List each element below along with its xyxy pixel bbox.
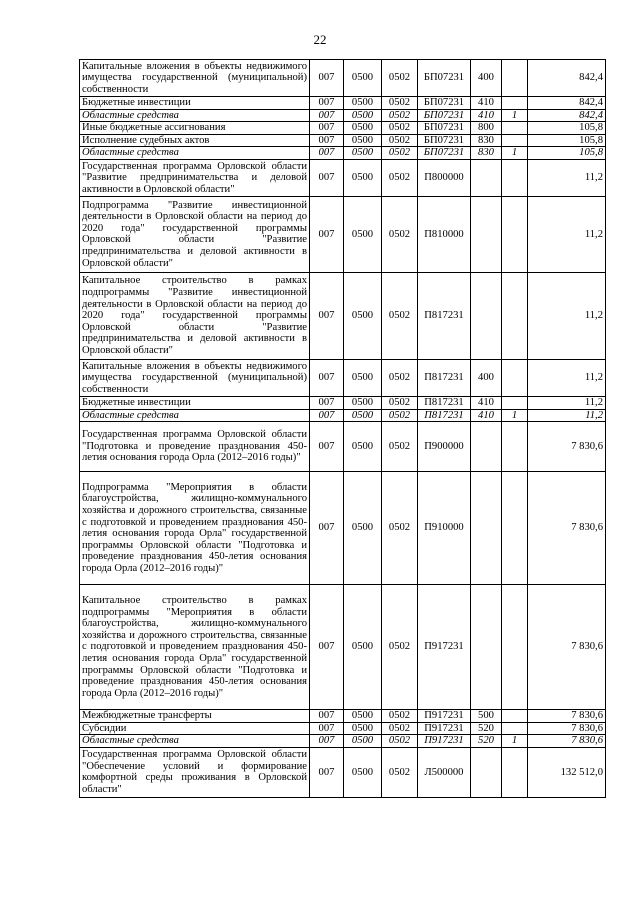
subsection-code: 0502 xyxy=(382,97,418,110)
target-article-code: БП07231 xyxy=(418,97,471,110)
row-name: Государственная программа Орловской области "Развитие предпринимательства и деловой активности в Орловской области" xyxy=(80,159,310,196)
section-code: 0500 xyxy=(344,272,382,359)
admin-code: 007 xyxy=(310,396,344,409)
funding-source-code xyxy=(502,60,528,97)
admin-code: 007 xyxy=(310,585,344,710)
admin-code: 007 xyxy=(310,710,344,723)
funding-source-code xyxy=(502,396,528,409)
target-article-code: БП07231 xyxy=(418,147,471,160)
expense-type-code: 500 xyxy=(471,710,502,723)
row-name: Государственная программа Орловской области "Обеспечение условий и формирование комфортной среды проживания в Орловской области" xyxy=(80,747,310,797)
admin-code: 007 xyxy=(310,272,344,359)
table-row xyxy=(80,422,606,472)
subsection-code: 0502 xyxy=(382,159,418,196)
subsection-code: 0502 xyxy=(382,422,418,472)
target-article-code: П817231 xyxy=(418,409,471,422)
expense-type-code xyxy=(471,585,502,710)
subsection-code: 0502 xyxy=(382,147,418,160)
admin-code: 007 xyxy=(310,97,344,110)
row-name: Областные средства xyxy=(80,735,310,748)
expense-type-code: 830 xyxy=(471,147,502,160)
table-row xyxy=(80,735,606,748)
expense-type-code: 400 xyxy=(471,359,502,396)
subsection-code: 0502 xyxy=(382,722,418,735)
subsection-code: 0502 xyxy=(382,396,418,409)
expense-type-code: 830 xyxy=(471,134,502,147)
amount: 132 512,0 xyxy=(528,747,606,797)
section-code: 0500 xyxy=(344,735,382,748)
target-article-code: БП07231 xyxy=(418,122,471,135)
funding-source-code: 1 xyxy=(502,109,528,122)
row-name: Бюджетные инвестиции xyxy=(80,97,310,110)
table-row xyxy=(80,409,606,422)
budget-table xyxy=(79,59,606,798)
admin-code: 007 xyxy=(310,722,344,735)
row-name: Подпрограмма "Мероприятия в области благоустройства, жилищно-коммунального хозяйства и дорожного строительства, связанные с подготовкой и проведением празднования 450-летия основания города Орла" государственной программы Орловской области "Подготовка и проведение празднования 450-летия основания города Орла (2012–2016 годы)" xyxy=(80,472,310,585)
target-article-code: П800000 xyxy=(418,159,471,196)
table-row xyxy=(80,359,606,396)
amount: 7 830,6 xyxy=(528,422,606,472)
expense-type-code: 520 xyxy=(471,735,502,748)
funding-source-code xyxy=(502,122,528,135)
section-code: 0500 xyxy=(344,722,382,735)
funding-source-code: 1 xyxy=(502,735,528,748)
section-code: 0500 xyxy=(344,109,382,122)
admin-code: 007 xyxy=(310,747,344,797)
table-row xyxy=(80,122,606,135)
section-code: 0500 xyxy=(344,159,382,196)
page-number: 22 xyxy=(313,32,327,47)
funding-source-code xyxy=(502,359,528,396)
target-article-code: П817231 xyxy=(418,396,471,409)
amount: 7 830,6 xyxy=(528,722,606,735)
section-code: 0500 xyxy=(344,122,382,135)
subsection-code: 0502 xyxy=(382,585,418,710)
subsection-code: 0502 xyxy=(382,60,418,97)
table-row xyxy=(80,585,606,710)
target-article-code: П917231 xyxy=(418,735,471,748)
funding-source-code xyxy=(502,134,528,147)
subsection-code: 0502 xyxy=(382,134,418,147)
row-name: Государственная программа Орловской области "Подготовка и проведение празднования 450-летия основания города Орла (2012–2016 годы)" xyxy=(80,422,310,472)
subsection-code: 0502 xyxy=(382,196,418,272)
subsection-code: 0502 xyxy=(382,359,418,396)
expense-type-code: 400 xyxy=(471,60,502,97)
subsection-code: 0502 xyxy=(382,747,418,797)
admin-code: 007 xyxy=(310,422,344,472)
amount: 11,2 xyxy=(528,396,606,409)
table-row xyxy=(80,747,606,797)
row-name: Иные бюджетные ассигнования xyxy=(80,122,310,135)
section-code: 0500 xyxy=(344,472,382,585)
funding-source-code xyxy=(502,585,528,710)
table-row xyxy=(80,97,606,110)
section-code: 0500 xyxy=(344,196,382,272)
subsection-code: 0502 xyxy=(382,109,418,122)
table-row xyxy=(80,272,606,359)
funding-source-code: 1 xyxy=(502,409,528,422)
row-name: Капитальные вложения в объекты недвижимого имущества государственной (муниципальной) собственности xyxy=(80,60,310,97)
funding-source-code xyxy=(502,196,528,272)
amount: 11,2 xyxy=(528,159,606,196)
row-name: Капитальное строительство в рамках подпрограммы "Развитие инвестиционной деятельности в Орловской области на период до 2020 года" государственной программы Орловской области "Развитие предпринимательства и деловой активности в Орловской области" xyxy=(80,272,310,359)
amount: 7 830,6 xyxy=(528,585,606,710)
amount: 105,8 xyxy=(528,134,606,147)
admin-code: 007 xyxy=(310,409,344,422)
amount: 842,4 xyxy=(528,97,606,110)
row-name: Бюджетные инвестиции xyxy=(80,396,310,409)
subsection-code: 0502 xyxy=(382,272,418,359)
expense-type-code xyxy=(471,196,502,272)
section-code: 0500 xyxy=(344,422,382,472)
amount: 11,2 xyxy=(528,196,606,272)
admin-code: 007 xyxy=(310,60,344,97)
target-article-code: П817231 xyxy=(418,359,471,396)
target-article-code: П917231 xyxy=(418,585,471,710)
section-code: 0500 xyxy=(344,585,382,710)
target-article-code: П910000 xyxy=(418,472,471,585)
expense-type-code xyxy=(471,159,502,196)
section-code: 0500 xyxy=(344,409,382,422)
admin-code: 007 xyxy=(310,134,344,147)
amount: 7 830,6 xyxy=(528,472,606,585)
target-article-code: П900000 xyxy=(418,422,471,472)
amount: 842,4 xyxy=(528,60,606,97)
target-article-code: П917231 xyxy=(418,722,471,735)
section-code: 0500 xyxy=(344,60,382,97)
table-row xyxy=(80,60,606,97)
amount: 11,2 xyxy=(528,359,606,396)
expense-type-code: 800 xyxy=(471,122,502,135)
admin-code: 007 xyxy=(310,472,344,585)
table-row xyxy=(80,109,606,122)
expense-type-code: 410 xyxy=(471,97,502,110)
row-name: Межбюджетные трансферты xyxy=(80,710,310,723)
expense-type-code xyxy=(471,422,502,472)
funding-source-code xyxy=(502,747,528,797)
section-code: 0500 xyxy=(344,396,382,409)
table-row xyxy=(80,147,606,160)
target-article-code: БП07231 xyxy=(418,60,471,97)
funding-source-code xyxy=(502,97,528,110)
funding-source-code: 1 xyxy=(502,147,528,160)
funding-source-code xyxy=(502,722,528,735)
admin-code: 007 xyxy=(310,109,344,122)
admin-code: 007 xyxy=(310,147,344,160)
target-article-code: БП07231 xyxy=(418,134,471,147)
table-body xyxy=(80,60,606,798)
amount: 842,4 xyxy=(528,109,606,122)
expense-type-code: 410 xyxy=(471,409,502,422)
amount: 7 830,6 xyxy=(528,735,606,748)
target-article-code: Л500000 xyxy=(418,747,471,797)
amount: 7 830,6 xyxy=(528,710,606,723)
expense-type-code: 410 xyxy=(471,109,502,122)
row-name: Субсидии xyxy=(80,722,310,735)
target-article-code: БП07231 xyxy=(418,109,471,122)
section-code: 0500 xyxy=(344,134,382,147)
expense-type-code xyxy=(471,272,502,359)
subsection-code: 0502 xyxy=(382,735,418,748)
row-name: Капитальные вложения в объекты недвижимого имущества государственной (муниципальной) собственности xyxy=(80,359,310,396)
table-row xyxy=(80,396,606,409)
subsection-code: 0502 xyxy=(382,409,418,422)
table-row xyxy=(80,134,606,147)
row-name: Областные средства xyxy=(80,147,310,160)
subsection-code: 0502 xyxy=(382,710,418,723)
expense-type-code: 410 xyxy=(471,396,502,409)
row-name: Исполнение судебных актов xyxy=(80,134,310,147)
expense-type-code: 520 xyxy=(471,722,502,735)
row-name: Подпрограмма "Развитие инвестиционной деятельности в Орловской области на период до 2020 года" государственной программы Орловской области "Развитие предпринимательства и деловой активности в Орловской области" xyxy=(80,196,310,272)
section-code: 0500 xyxy=(344,359,382,396)
section-code: 0500 xyxy=(344,747,382,797)
section-code: 0500 xyxy=(344,147,382,160)
table-row xyxy=(80,196,606,272)
funding-source-code xyxy=(502,710,528,723)
funding-source-code xyxy=(502,272,528,359)
expense-type-code xyxy=(471,747,502,797)
admin-code: 007 xyxy=(310,735,344,748)
row-name: Областные средства xyxy=(80,409,310,422)
target-article-code: П817231 xyxy=(418,272,471,359)
funding-source-code xyxy=(502,422,528,472)
subsection-code: 0502 xyxy=(382,472,418,585)
row-name: Капитальное строительство в рамках подпрограммы "Мероприятия в области благоустройства, жилищно-коммунального хозяйства и дорожного строительства, связанные с подготовкой и проведением празднования 450-летия основания города Орла" государственной программы Орловской области "Подготовка и проведение празднования 450-летия основания города Орла (2012–2016 годы)" xyxy=(80,585,310,710)
admin-code: 007 xyxy=(310,159,344,196)
target-article-code: П917231 xyxy=(418,710,471,723)
amount: 105,8 xyxy=(528,147,606,160)
funding-source-code xyxy=(502,159,528,196)
table-row xyxy=(80,159,606,196)
amount: 105,8 xyxy=(528,122,606,135)
admin-code: 007 xyxy=(310,122,344,135)
target-article-code: П810000 xyxy=(418,196,471,272)
admin-code: 007 xyxy=(310,359,344,396)
section-code: 0500 xyxy=(344,710,382,723)
section-code: 0500 xyxy=(344,97,382,110)
expense-type-code xyxy=(471,472,502,585)
table-row xyxy=(80,722,606,735)
amount: 11,2 xyxy=(528,272,606,359)
table-row xyxy=(80,472,606,585)
row-name: Областные средства xyxy=(80,109,310,122)
subsection-code: 0502 xyxy=(382,122,418,135)
table-row xyxy=(80,710,606,723)
amount: 11,2 xyxy=(528,409,606,422)
funding-source-code xyxy=(502,472,528,585)
admin-code: 007 xyxy=(310,196,344,272)
